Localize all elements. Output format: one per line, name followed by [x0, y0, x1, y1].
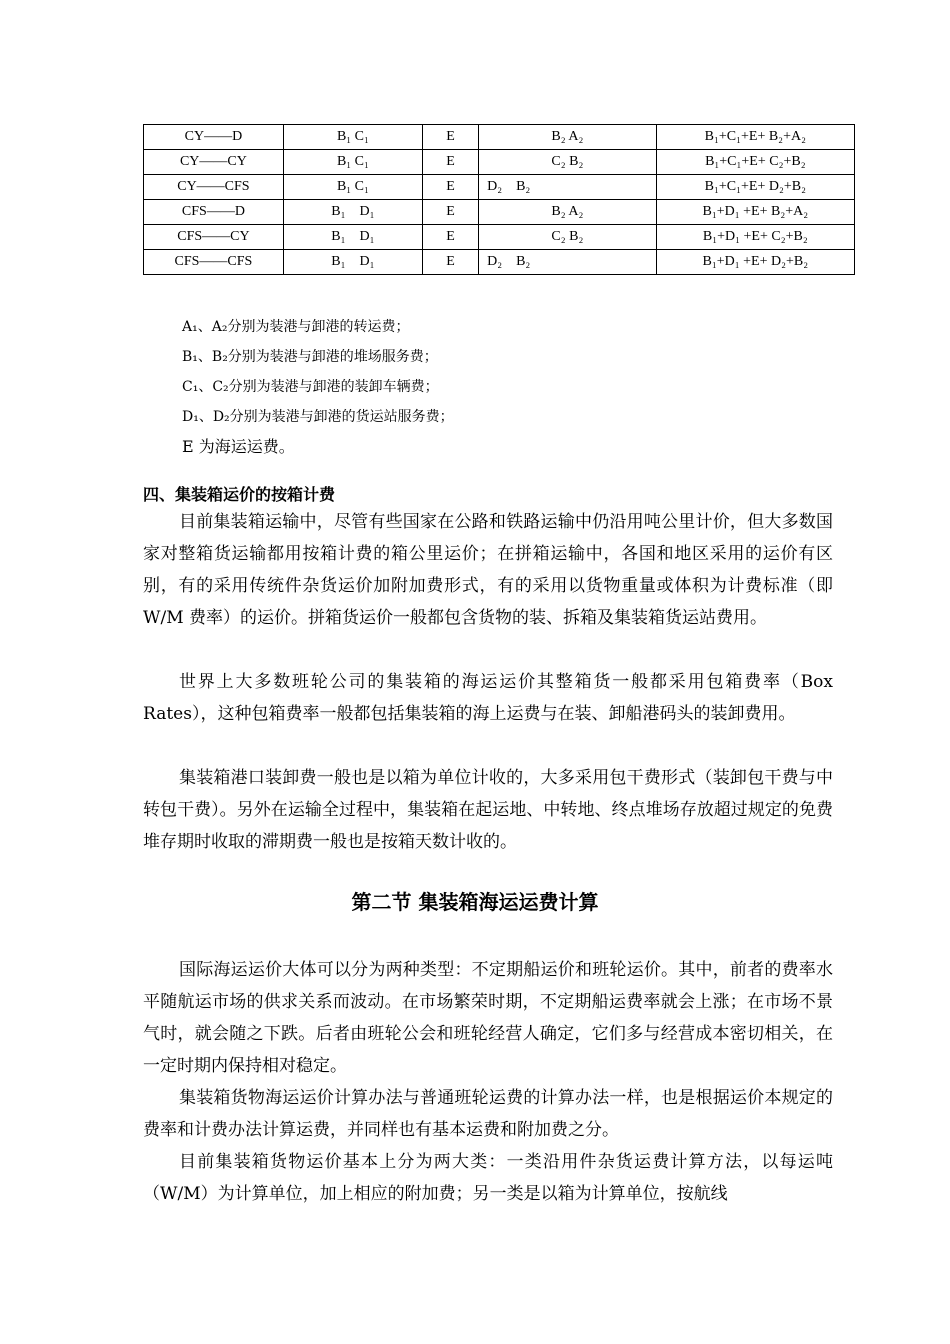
table-cell: CFS——D	[144, 200, 284, 225]
table-cell: B₁+C₁+E+ C₂+B₂	[656, 150, 854, 175]
table-cell: B₁ C₁	[283, 175, 422, 200]
table-cell: B₁ C₁	[283, 125, 422, 150]
paragraph: 集装箱港口装卸费一般也是以箱为单位计收的，大多采用包干费形式（装卸包干费与中转包干费）。另外在运输全过程中，集装箱在起运地、中转地、终点堆场存放超过规定的免费堆存期时收取的滞期费一般也是按箱天数计收的。	[143, 768, 833, 852]
table-cell: B₁ D₁	[283, 250, 422, 275]
note-line: E 为海运运费。	[182, 437, 295, 456]
legend-notes	[182, 312, 454, 462]
table-cell: E	[422, 150, 478, 175]
table-cell: B₁+C₁+E+ B₂+A₂	[656, 125, 854, 150]
table-cell: E	[422, 225, 478, 250]
paragraph: 目前集装箱货物运价基本上分为两大类：一类沿用件杂货运费计算方法，以每运吨（W/M）为计算单位，加上相应的附加费；另一类是以箱为计算单位，按航线	[143, 1152, 833, 1204]
table-row	[144, 150, 855, 175]
table-cell: C₂ B₂	[479, 225, 657, 250]
paragraph: 目前集装箱运输中，尽管有些国家在公路和铁路运输中仍沿用吨公里计价，但大多数国家对整箱货运输都用按箱计费的箱公里运价；在拼箱运输中，各国和地区采用的运价有区别，有的采用传统件杂货运价加附加费形式，有的采用以货物重量或体积为计费标准（即 W/M 费率）的运价。拼箱货运价一般都包含货物的装、拆箱及集装箱货运站费用。	[143, 512, 833, 628]
section-title: 第二节 集装箱海运运费计算	[351, 890, 599, 914]
table-row	[144, 125, 855, 150]
table-row	[144, 225, 855, 250]
table-cell: B₁+C₁+E+ D₂+B₂	[656, 175, 854, 200]
table-cell: CY——D	[144, 125, 284, 150]
table-cell: B₁ C₁	[283, 150, 422, 175]
table-cell: D₂ B₂	[479, 250, 657, 275]
table-cell: B₂ A₂	[479, 200, 657, 225]
note-line: B₁、B₂分别为装港与卸港的堆场服务费；	[182, 349, 438, 365]
table-cell: B₂ A₂	[479, 125, 657, 150]
table-cell: E	[422, 125, 478, 150]
table-cell: CFS——CY	[144, 225, 284, 250]
table-cell: B₁+D₁ +E+ C₂+B₂	[656, 225, 854, 250]
table-cell: CY——CFS	[144, 175, 284, 200]
table-cell: C₂ B₂	[479, 150, 657, 175]
subsection-heading: 四、集装箱运价的按箱计费	[143, 485, 336, 504]
table-cell: D₂ B₂	[479, 175, 657, 200]
note-line: C₁、C₂分别为装港与卸港的装卸车辆费；	[182, 379, 439, 395]
table-cell: B₁ D₁	[283, 225, 422, 250]
table-cell: B₁ D₁	[283, 200, 422, 225]
fee-structure-table	[143, 124, 855, 275]
paragraph: 国际海运运价大体可以分为两种类型：不定期船运价和班轮运价。其中，前者的费率水平随航运市场的供求关系而波动。在市场繁荣时期，不定期船运费率就会上涨；在市场不景气时，就会随之下跌。后者由班轮公会和班轮经营人确定，它们多与经营成本密切相关，在一定时期内保持相对稳定。	[143, 960, 833, 1076]
table-cell: B₁+D₁ +E+ D₂+B₂	[656, 250, 854, 275]
paragraph: 世界上大多数班轮公司的集装箱的海运运价其整箱货一般都采用包箱费率（Box Rates），这种包箱费率一般都包括集装箱的海上运费与在装、卸船港码头的装卸费用。	[143, 672, 833, 724]
table-cell: CY——CY	[144, 150, 284, 175]
table-row	[144, 175, 855, 200]
table-cell: E	[422, 200, 478, 225]
table-row	[144, 250, 855, 275]
paragraph: 集装箱货物海运运价计算办法与普通班轮运费的计算办法一样，也是根据运价本规定的费率和计费办法计算运费，并同样也有基本运费和附加费之分。	[143, 1088, 833, 1140]
table-row	[144, 200, 855, 225]
note-line: A₁、A₂分别为装港与卸港的转运费；	[182, 319, 410, 335]
table-cell: E	[422, 250, 478, 275]
table-cell: CFS——CFS	[144, 250, 284, 275]
note-line: D₁、D₂分别为装港与卸港的货运站服务费；	[182, 409, 454, 425]
table-cell: E	[422, 175, 478, 200]
table-cell: B₁+D₁ +E+ B₂+A₂	[656, 200, 854, 225]
